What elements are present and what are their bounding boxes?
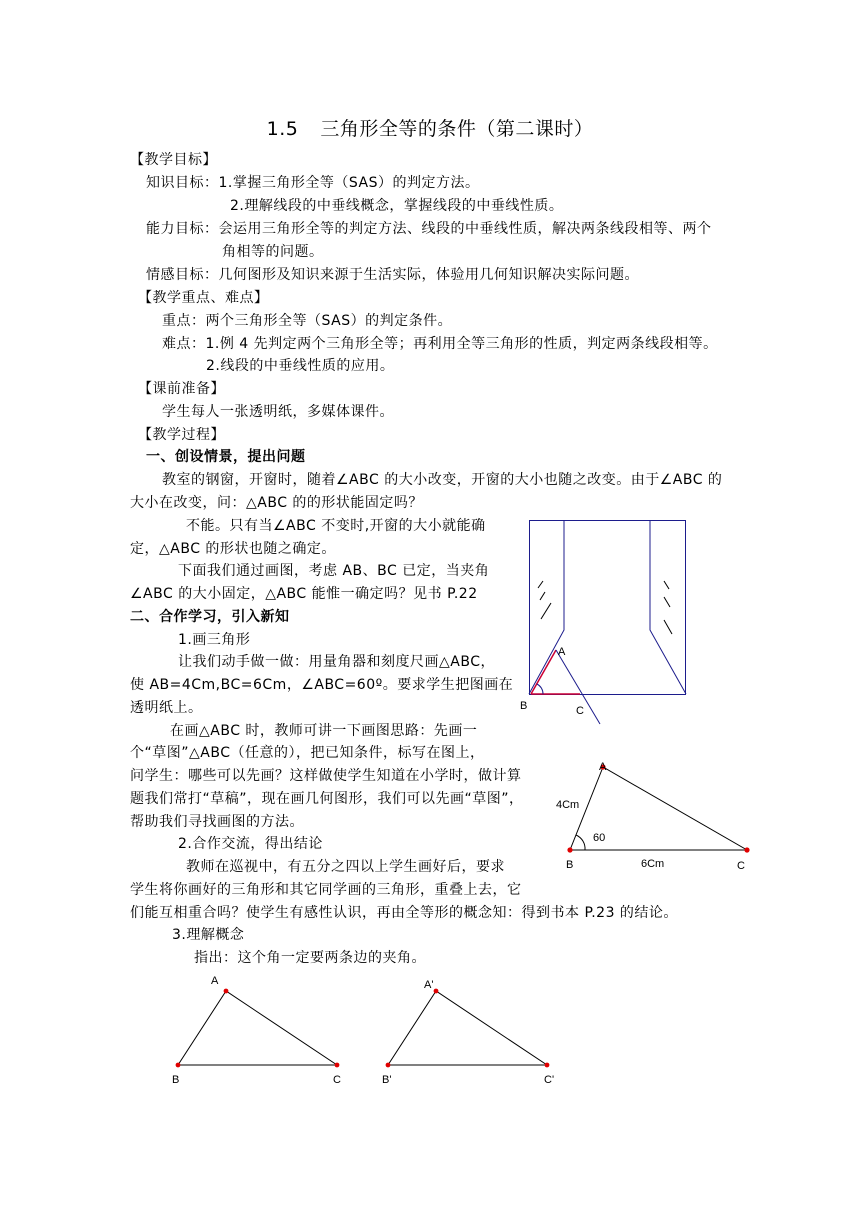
knowledge-goal-1: 知识目标：1.掌握三角形全等（SAS）的判定方法。 [146,175,480,191]
key-points-heading: 【教学重点、难点】 [138,290,269,306]
paragraph-1-line-1: 教室的钢窗，开窗时，随着∠ABC 的大小改变，开窗的大小也随之改变。由于∠ABC 的 [162,472,723,488]
subsection-2-heading: 2.合作交流，得出结论 [178,836,323,852]
paragraph-4-line-3: 透明纸上。 [130,700,203,716]
triangle-abc [178,991,337,1065]
paragraph-3-line-1: 下面我们通过画图，考虑 AB、BC 已定，当夹角 [178,563,490,579]
vertex-c [744,847,749,852]
window-diagram [520,515,720,725]
page-title [0,116,860,142]
sas-triangle-diagram [550,755,755,875]
ability-goal-line-2: 角相等的问题。 [222,244,324,260]
difficult-point-2: 2.线段的中垂线性质的应用。 [206,358,395,374]
label-c-prime: C' [544,1074,555,1086]
side-ab [531,650,556,694]
paragraph-2-line-2: 定，△ABC 的形状也随之确定。 [130,541,336,557]
vertex-c [335,1063,340,1068]
label-b: B [566,859,574,871]
paragraph-6-line-2: 学生将你画好的三角形和其它同学画的三角形，重叠上去，它 [130,882,522,898]
label-c: C [576,705,584,717]
difficult-point-1: 难点：1.例 4 先判定两个三角形全等；再利用全等三角形的性质，判定两条线段相等。 [162,336,718,352]
label-a-prime: A' [424,979,434,991]
triangle-abc-prime-diagram [375,970,560,1090]
label-b: B [520,700,528,712]
paragraph-5-line-3: 问学生：哪些可以先画？这样做使学生知道在小学时，做计算 [130,768,522,784]
label-b-prime: B' [382,1074,392,1086]
window-frame [530,521,686,695]
glare-mark [664,620,672,634]
paragraph-5-line-4: 题我们常打“草稿”，现在画几何图形，我们可以先画“草图”， [130,791,524,807]
vertex-a-prime [434,989,439,994]
window-right-sash [650,521,686,694]
title-number: 1.5 [266,118,299,140]
glare-mark [664,581,669,589]
label-b: B [172,1074,180,1086]
side-ab-length: 4Cm [556,799,580,811]
label-c: C [737,860,745,872]
triangle-abc-diagram [165,970,350,1090]
process-heading: 【教学过程】 [138,427,225,443]
key-point: 重点：两个三角形全等（SAS）的判定条件。 [162,313,453,329]
subsection-3-heading: 3.理解概念 [172,927,245,943]
paragraph-2-line-1: 不能。只有当∠ABC 不变时,开窗的大小就能确 [186,518,486,534]
vertex-a [224,989,229,994]
section-2-heading: 二、合作学习，引入新知 [130,609,290,625]
paragraph-6-line-3: 们能互相重合吗？使学生有感性认识，再由全等形的概念知：得到书本 P.23 的结论。 [130,905,678,921]
glare-mark [540,592,545,600]
knowledge-goal-2: 2.理解线段的中垂线概念，掌握线段的中垂线性质。 [230,198,564,214]
vertex-b [567,847,572,852]
vertex-b-prime [386,1063,391,1068]
preparation-heading: 【课前准备】 [138,381,225,397]
emotion-goal: 情感目标：几何图形及知识来源于生活实际，体验用几何知识解决实际问题。 [146,267,639,283]
paragraph-5-line-1: 在画△ABC 时，教师可讲一下画图思路：先画一 [170,723,478,739]
angle-arc [537,684,543,694]
goals-heading: 【教学目标】 [130,152,217,168]
angle-60-arc [576,835,585,850]
paragraph-3-line-2: ∠ABC 的大小固定，△ABC 能惟一确定吗？见书 P.22 [130,586,478,602]
title-text: 三角形全等的条件（第二课时） [320,118,594,140]
label-a: A [599,761,607,773]
triangle-abc-prime [388,991,547,1065]
paragraph-4-line-2: 使 AB=4Cm,BC=6Cm，∠ABC=60º。要求学生把图画在 [130,677,514,693]
label-a: A [211,975,219,987]
ability-goal-line-1: 能力目标：会运用三角形全等的判定方法、线段的中垂线性质，解决两条线段相等、两个 [146,221,712,237]
section-1-heading: 一、创设情景，提出问题 [146,449,306,465]
preparation-text: 学生每人一张透明纸，多媒体课件。 [162,404,394,420]
glare-mark [538,581,543,588]
side-bc-length: 6Cm [641,858,665,870]
paragraph-4-line-1: 让我们动手做一做：用量角器和刻度尺画△ABC， [178,654,495,670]
paragraph-5-line-5: 帮助我们寻找画图的方法。 [130,814,304,830]
subsection-1-heading: 1.画三角形 [178,632,251,648]
vertex-c-prime [545,1063,550,1068]
paragraph-7: 指出：这个角一定要两条边的夹角。 [194,950,426,966]
angle-b-measure: 60 [593,832,606,844]
paragraph-1-line-2: 大小在改变，问：△ABC 的的形状能固定吗？ [130,495,423,511]
label-c: C [333,1074,341,1086]
glare-mark [541,603,551,619]
glare-mark [664,597,670,607]
label-a: A [558,646,566,658]
paragraph-6-line-1: 教师在巡视中，有五分之四以上学生画好后，要求 [186,859,505,875]
paragraph-5-line-2: 个“草图”△ABC（任意的），把已知条件，标写在图上， [130,745,485,761]
vertex-b [176,1063,181,1068]
